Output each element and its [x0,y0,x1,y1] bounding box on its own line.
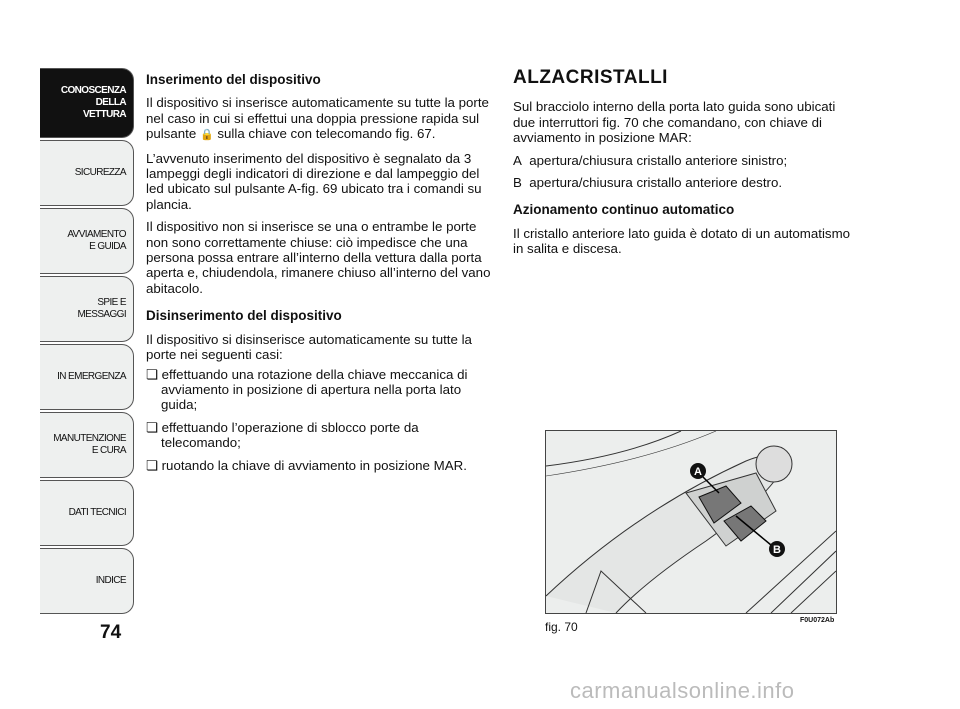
watermark: carmanualsonline.info [570,678,795,703]
text: sulla chiave con telecomando fig. 67. [217,126,436,142]
tab-label: IN EMERGENZA [57,371,126,382]
callout-a-label: A [694,466,702,478]
tab-manutenzione-e-cura[interactable] [40,412,134,478]
tab-label: CONOSCENZA [60,85,126,96]
list-item: ❏ effettuando l’operazione di sblocco porte da telecomando; [146,419,419,451]
tab-indice[interactable] [40,548,134,614]
list-item: A apertura/chiusura cristallo anteriore sinistro; [513,152,788,168]
paragraph: Il dispositivo non si inserisce se una o entrambe le porte non sono correttamente chiuse: ciò impedisce che una persona possa entrare all’interno della vettura dalla porta aperta e, chiudendola, rimanere chiuso all’interno del vano abitacolo. [146,219,491,296]
text: Il dispositivo si inserisce automaticamente su tutte la porte nel caso in cui si effettui una doppia pressione rapida sul pulsante [146,95,489,142]
tab-label: SICUREZZA [74,167,126,178]
tab-label: DELLA [95,97,126,108]
paragraph: Sul bracciolo interno della porta lato guida sono ubicati due interruttori fig. 70 che comandano, con chiave di avviamento in posizione MAR: [513,99,836,146]
paragraph: L’avvenuto inserimento del dispositivo è segnalato da 3 lampeggi degli indicatori di direzione e dal lampeggio del led ubicato sul pulsante A-fig. 69 ubicato tra i comandi su plancia. [146,150,482,212]
tab-spie-e-messaggi[interactable] [40,276,134,342]
checkbox-bullet-icon: ❏ [146,366,162,382]
paragraph [146,95,494,143]
tab-label: MANUTENZIONE [53,433,126,444]
section-heading: Disinserimento del dispositivo [146,308,342,324]
checkbox-bullet-icon: ❏ [146,419,162,435]
figure-window-switches [545,430,837,614]
section-heading: Inserimento del dispositivo [146,72,321,87]
list-item: B apertura/chiusura cristallo anteriore destro. [513,175,783,191]
chapter-tabs [40,68,134,616]
tab-label: DATI TECNICI [68,507,126,518]
list-item: ❏ effettuando una rotazione della chiave meccanica di avviamento in posizione di apertura nella porta lato guida; [146,366,468,413]
tab-label: AVVIAMENTO [67,229,126,240]
paragraph: Il cristallo anteriore lato guida è dotato di un automatismo in salita e discesa. [513,225,851,257]
paragraph: Il dispositivo si disinserisce automaticamente su tutte la porte nei seguenti casi: [146,331,472,363]
right-column [513,67,861,264]
tab-dati-tecnici[interactable] [40,480,134,546]
figure-code: F0U072Ab [800,617,835,624]
section-heading: Azionamento continuo automatico [513,202,735,218]
page-title: ALZACRISTALLI [513,67,668,88]
page-number: 74 [100,622,122,643]
tab-in-emergenza[interactable] [40,344,134,410]
tab-label: E GUIDA [89,241,126,252]
tab-label: E CURA [91,445,126,456]
tab-label: INDICE [95,575,126,586]
window-switch-illustration [546,431,836,613]
tab-label: MESSAGGI [77,309,126,320]
tab-avviamento-e-guida[interactable] [40,208,134,274]
lock-icon: 🔒 [199,129,214,142]
callout-b-label: B [773,544,781,556]
checkbox-bullet-icon: ❏ [146,457,162,473]
tab-sicurezza[interactable] [40,140,134,206]
figure-caption: fig. 70 [545,620,578,634]
tab-label: SPIE E [97,297,126,308]
tab-conoscenza-della-vettura[interactable] [40,68,134,138]
tab-label: VETTURA [82,109,126,120]
left-column [146,72,494,480]
list-item: ❏ ruotando la chiave di avviamento in posizione MAR. [146,457,467,473]
